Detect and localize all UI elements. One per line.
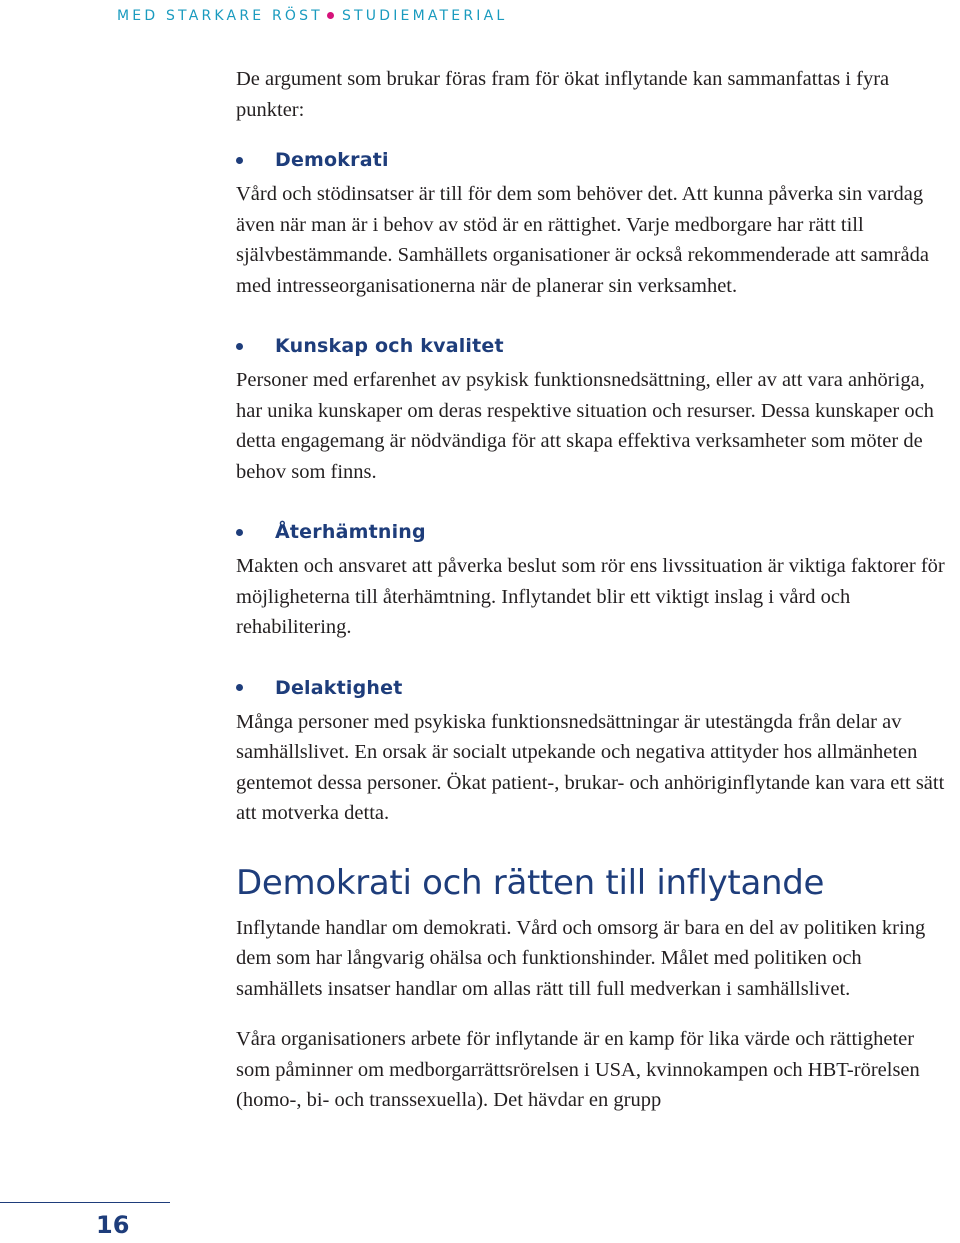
bullet-icon: [236, 343, 243, 350]
bullet-item-delaktighet: [236, 673, 952, 829]
bullet-text: Vård och stödinsatser är till för dem som behöver det. Att kunna påverka sin vardag även när man är i behov av stöd är en rättighet. Varje medborgare har rätt till självbestämmande. Samhällets organisationer är också rekommenderade att samråda med intresseorganisationerna när de planerar sin verksamhet.: [236, 183, 929, 297]
bullet-heading: [236, 517, 952, 547]
bullet-title: Kunskap och kvalitet: [275, 335, 504, 357]
bullet-heading: [236, 331, 952, 361]
header-dot-icon: [327, 12, 334, 19]
section-paragraph: Inflytande handlar om demokrati. Vård och omsorg är bara en del av politiken kring dem som har långvarig ohälsa och funktionshinder. Målet med politiken och samhällets insatser handlar om allas rätt till full medverkan i samhällslivet.: [236, 916, 926, 1000]
bullet-text: Personer med erfarenhet av psykisk funktionsnedsättning, eller av att vara anhöriga, har unika kunskaper om deras respektive situation och resurser. Dessa kunskaper och detta engagemang är nödvändiga för att skapa effektiva verksamheter som möter de behov som finns.: [236, 369, 934, 483]
bullet-text: Många personer med psykiska funktionsnedsättningar är utestängda från delar av samhällslivet. En orsak är socialt utpekande och negativa attityder hos allmänheten gentemot dessa personer. Ökat patient-, brukar- och anhöriginflytande kan vara ett sätt att motverka detta.: [236, 710, 945, 824]
bullet-icon: [236, 529, 243, 536]
intro-paragraph: De argument som brukar föras fram för ökat inflytande kan sammanfattas i fyra punkter:: [236, 68, 890, 121]
running-header: [117, 6, 507, 26]
bullet-item-kunskap: [236, 331, 952, 487]
running-header-right: STUDIEMATERIAL: [341, 8, 508, 24]
bullet-heading: [236, 145, 952, 175]
running-header-left: MED STARKARE RÖST: [117, 8, 323, 24]
bullet-icon: [236, 684, 243, 691]
bullet-title: Demokrati: [275, 149, 389, 171]
bullet-item-demokrati: [236, 145, 952, 301]
page-number-rule: [0, 1202, 170, 1203]
bullet-item-aterhamtning: [236, 517, 952, 643]
section-paragraph: Våra organisationers arbete för inflytande är en kamp för lika värde och rättigheter som påminner om medborgarrättsrörelsen i USA, kvinnokampen och HBT-rörelsen (homo-, bi- och transsexuella). Det hävdar en grupp: [236, 1028, 920, 1111]
bullet-icon: [236, 157, 243, 164]
bullet-title: Delaktighet: [275, 676, 403, 699]
bullet-text: Makten och ansvaret att påverka beslut som rör ens livssituation är viktiga faktorer för möjligheterna till återhämtning. Inflytandet blir ett viktigt inslag i vård och rehabilitering.: [236, 555, 945, 638]
bullet-title: Återhämtning: [275, 521, 426, 543]
bullet-heading: [236, 673, 952, 703]
main-content: [236, 64, 952, 1116]
page-number: 16: [96, 1211, 130, 1239]
section-heading: Demokrati och rätten till inflytande: [236, 862, 825, 903]
